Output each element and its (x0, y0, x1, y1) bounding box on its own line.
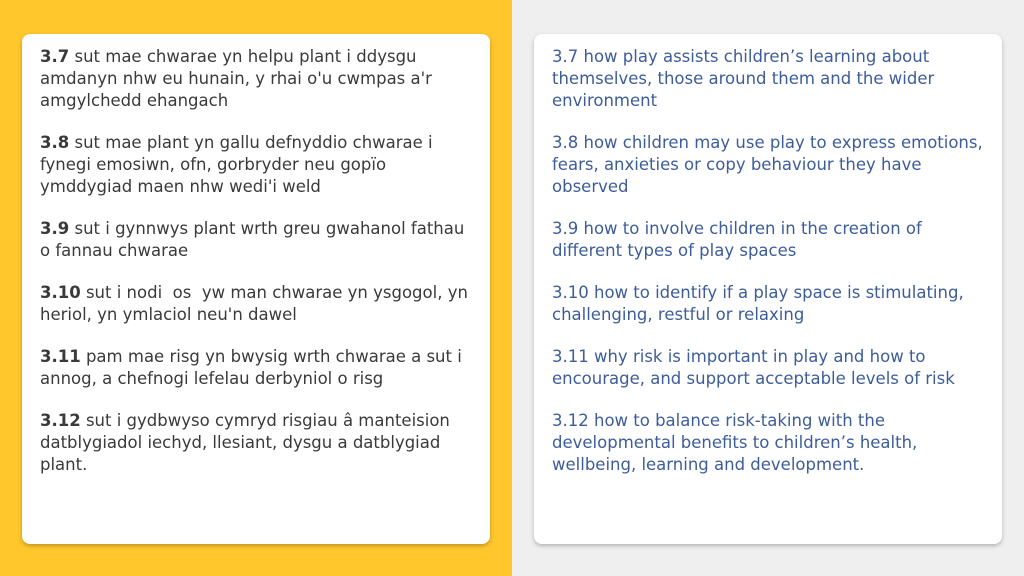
item-text: sut mae plant yn gallu defnyddio chwarae i fynegi emosiwn, ofn, gorbryder neu gopïo ymddygiad maen nhw wedi'i weld (40, 133, 438, 196)
item-number: 3.8 (40, 133, 70, 152)
item-text: sut i gydbwyso cymryd risgiau â manteision datblygiadol iechyd, llesiant, dysgu a datblygiad plant. (40, 411, 456, 474)
item-number: 3.11 (40, 347, 81, 366)
item-text: sut i nodi os yw man chwarae yn ysgogol, yn heriol, yn ymlaciol neu'n dawel (40, 283, 474, 324)
english-item-3-7: 3.7 how play assists children’s learning about themselves, those around them and the wider environment (552, 47, 940, 110)
welsh-item-3-7 (40, 46, 472, 112)
welsh-item-3-12 (40, 410, 472, 476)
item-text: sut mae chwarae yn helpu plant i ddysgu amdanyn nhw eu hunain, y rhai o'u cwmpas a'r amgylchedd ehangach (40, 47, 438, 110)
english-item-3-11: 3.11 why risk is important in play and how to encourage, and support acceptable levels of risk (552, 347, 955, 388)
item-number: 3.12 (40, 411, 81, 430)
english-item-3-10: 3.10 how to identify if a play space is stimulating, challenging, restful or relaxing (552, 283, 969, 324)
english-item-3-12: 3.12 how to balance risk-taking with the developmental benefits to children’s health, wellbeing, learning and development. (552, 411, 923, 474)
welsh-criteria-card (22, 34, 490, 544)
welsh-item-3-9 (40, 218, 472, 262)
item-text: sut i gynnwys plant wrth greu gwahanol fathau o fannau chwarae (40, 219, 470, 260)
english-item-3-8: 3.8 how children may use play to express emotions, fears, anxieties or copy behaviour they have observed (552, 133, 988, 196)
item-text: pam mae risg yn bwysig wrth chwarae a sut i annog, a chefnogi lefelau derbyniol o risg (40, 347, 468, 388)
english-criteria-card (534, 34, 1002, 544)
welsh-item-3-10 (40, 282, 472, 326)
item-number: 3.7 (40, 47, 70, 66)
welsh-item-3-11 (40, 346, 472, 390)
welsh-item-3-8 (40, 132, 472, 198)
item-number: 3.10 (40, 283, 81, 302)
item-number: 3.9 (40, 219, 70, 238)
english-item-3-9: 3.9 how to involve children in the creation of different types of play spaces (552, 219, 928, 260)
